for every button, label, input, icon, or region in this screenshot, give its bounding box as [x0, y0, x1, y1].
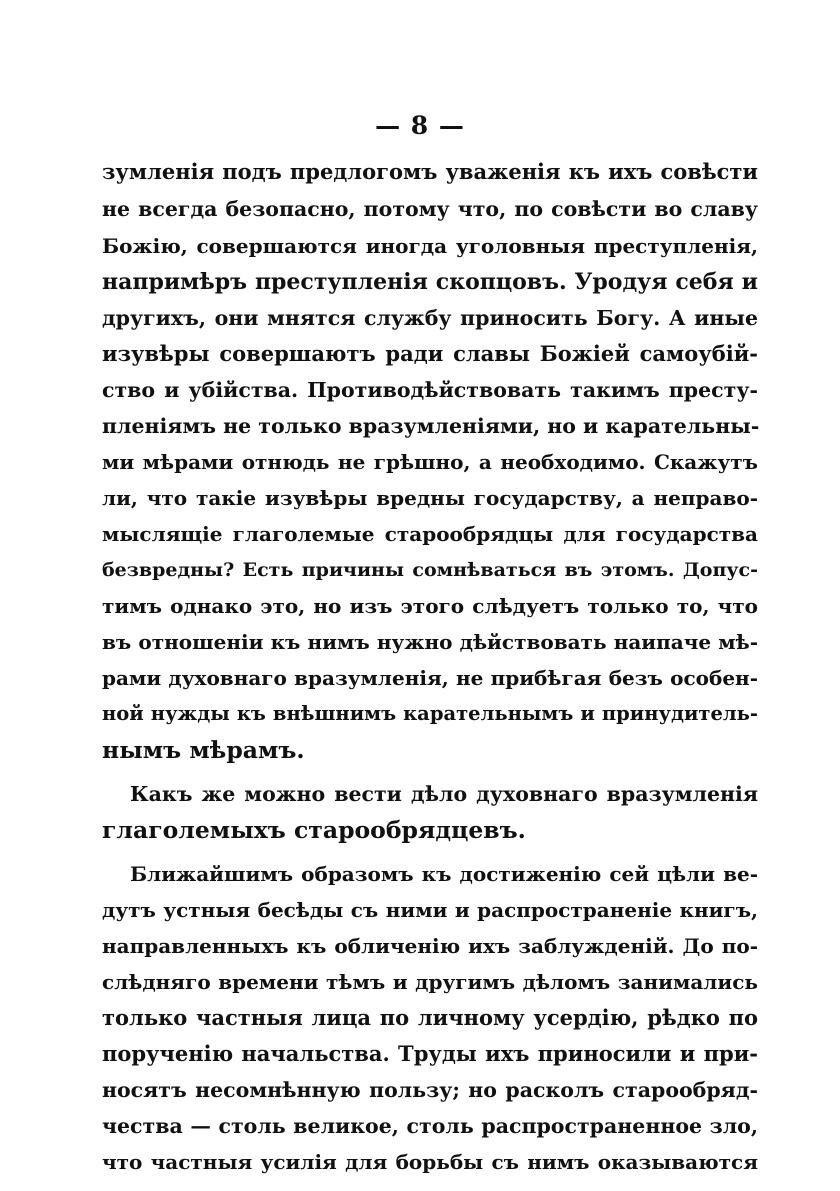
- page-number: — 8 —: [375, 111, 465, 140]
- text-line: напримѣръ преступленія скопцовъ. Уродуя себя и: [102, 269, 758, 295]
- text-line: Божію, совершаются иногда уголовныя преступленія,: [102, 234, 758, 258]
- text-line: не всегда безопасно, потому что, по совѣсти во славу: [102, 197, 758, 221]
- text-line: пленіямъ не только вразумленіями, но и карательны-: [102, 414, 760, 438]
- text-line: ство и убійства. Противодѣйствовать такимъ престу-: [102, 378, 758, 402]
- text-line: ли, что такіе изувѣры вредны государству, а неправо-: [102, 486, 758, 510]
- text-line: носятъ несомнѣнную пользу; но расколъ старообряд-: [102, 1078, 758, 1102]
- paragraph-start-line: Ближайшимъ образомъ къ достиженію сей цѣли ве-: [130, 862, 758, 886]
- text-line: направленныхъ къ обличенію ихъ заблужденій. До по-: [102, 934, 758, 958]
- text-line: въ отношеніи къ нимъ нужно дѣйствовать наипаче мѣ-: [102, 630, 758, 654]
- text-line: нымъ мѣрамъ.: [102, 736, 305, 764]
- text-line: зумленія подъ предлогомъ уваженія къ ихъ совѣсти: [102, 159, 758, 184]
- text-line: дутъ устныя бесѣды съ ними и распространеніе книгъ,: [102, 898, 758, 922]
- text-line: рами духовнаго вразумленія, не прибѣгая безъ особен-: [102, 666, 758, 690]
- text-line: другихъ, они мнятся службу приносить Богу. А иные: [102, 306, 758, 330]
- paragraph-start-line: Какъ же можно вести дѣло духовнаго вразумленія: [130, 782, 758, 806]
- text-line: ной нужды къ внѣшнимъ карательнымъ и принудитель-: [102, 702, 758, 725]
- text-line: что частныя усилія для борьбы съ нимъ оказываются: [102, 1150, 758, 1174]
- text-line: слѣдняго времени тѣмъ и другимъ дѣломъ занимались: [102, 970, 758, 994]
- text-line: ми мѣрами отнюдь не грѣшно, а необходимо. Скажутъ: [102, 450, 758, 474]
- text-line: глаголемыхъ старообрядцевъ.: [102, 816, 526, 844]
- text-line: тимъ однако это, но изъ этого слѣдуетъ только то, что: [102, 594, 758, 618]
- text-line: мыслящіе глаголемые старообрядцы для государства: [102, 522, 758, 546]
- text-line: порученію начальства. Труды ихъ приносили и при-: [102, 1041, 758, 1066]
- text-line: изувѣры совершаютъ ради славы Божіей самоубій-: [102, 341, 758, 366]
- text-line: чества — столь великое, столь распространенное зло,: [102, 1114, 758, 1138]
- text-line: безвредны? Есть причины сомнѣваться въ этомъ. Допус-: [102, 559, 758, 581]
- text-line: только частныя лица по личному усердію, рѣдко по: [102, 1005, 758, 1030]
